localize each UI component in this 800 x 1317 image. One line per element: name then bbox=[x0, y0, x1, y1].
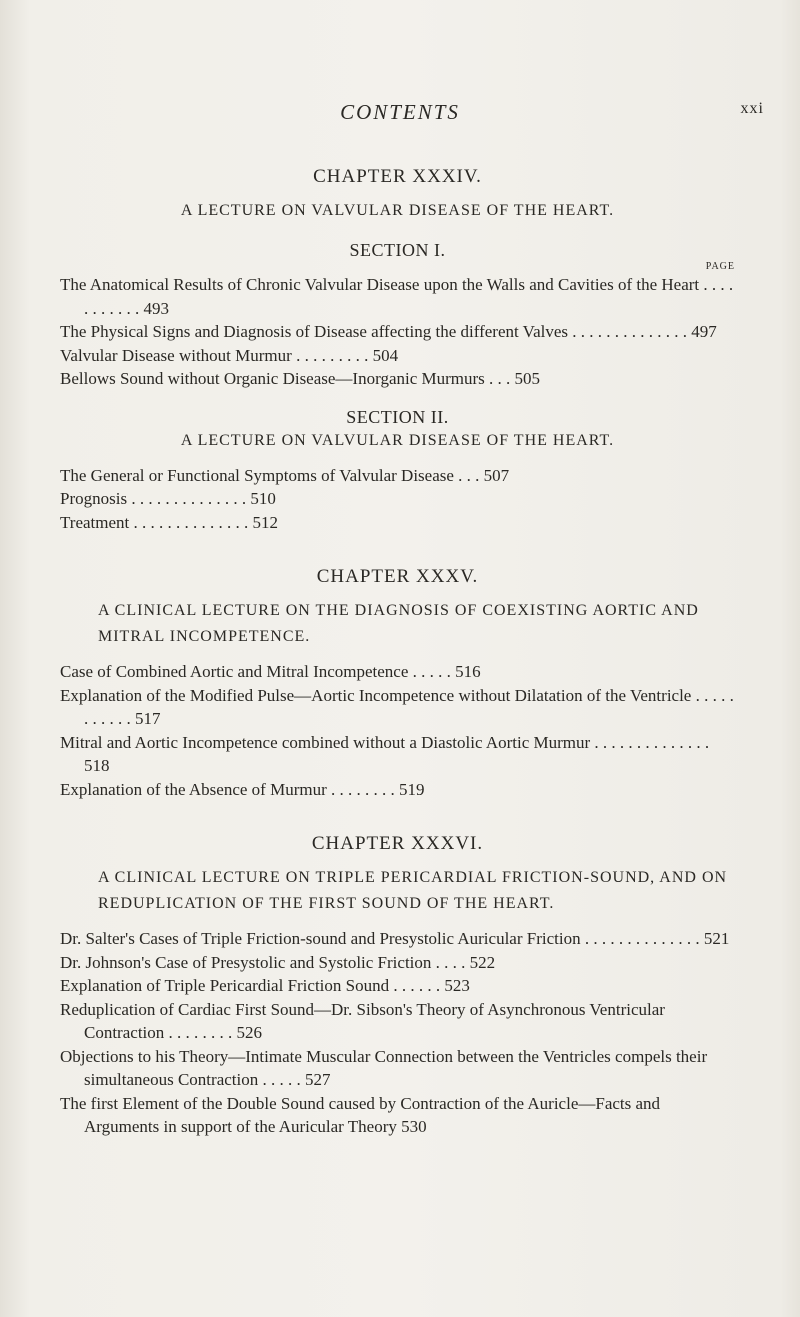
entry-text: Explanation of the Modified Pulse—Aortic Incompetence without Dilatation of the Ventricle . . . . . . . . . . . bbox=[60, 685, 734, 728]
page-column-label: PAGE bbox=[705, 261, 735, 272]
entry-text: Explanation of Triple Pericardial Friction Sound . . . . . . bbox=[60, 976, 441, 995]
entry-text: The Physical Signs and Diagnosis of Disease affecting the different Valves . . . . . . . . . . . . . . bbox=[60, 322, 687, 341]
toc-entry bbox=[60, 998, 735, 1045]
entry-text: Objections to his Theory—Intimate Muscular Connection between the Ventricles compels their simultaneous Contraction . . . . . bbox=[60, 1046, 708, 1089]
toc-entry bbox=[60, 487, 735, 511]
chapter-title: CHAPTER XXXVI. bbox=[311, 833, 484, 854]
entry-text: The General or Functional Symptoms of Valvular Disease . . . bbox=[60, 465, 480, 485]
entry-page: 519 bbox=[399, 779, 425, 799]
entry-text: The Anatomical Results of Chronic Valvular Disease upon the Walls and Cavities of the Heart . . . . . . . . . . . bbox=[60, 275, 734, 318]
toc-entry bbox=[60, 684, 735, 731]
entry-list bbox=[60, 464, 735, 535]
lecture-heading: A CLINICAL LECTURE ON TRIPLE PERICARDIAL FRICTION-SOUND, AND ON REDUPLICATION OF THE FIRST SOUND OF THE HEART. bbox=[98, 869, 728, 912]
running-head bbox=[0, 100, 800, 130]
entry-text: The first Element of the Double Sound caused by Contraction of the Auricle—Facts and Arguments in support of the Auricular Theory bbox=[60, 1093, 661, 1136]
entry-text: Valvular Disease without Murmur . . . . . . . . . bbox=[60, 345, 369, 365]
entry-page: 523 bbox=[444, 976, 470, 995]
entry-text: Reduplication of Cardiac First Sound—Dr. Sibson's Theory of Asynchronous Ventricular Contraction . . . . . . . . bbox=[60, 999, 665, 1042]
toc-entry bbox=[60, 951, 735, 975]
contents-body bbox=[60, 166, 735, 1139]
entry-page: 521 bbox=[703, 929, 730, 948]
entry-text: Prognosis . . . . . . . . . . . . . . bbox=[60, 489, 247, 508]
toc-entry bbox=[60, 974, 735, 998]
entry-text: Treatment . . . . . . . . . . . . . . bbox=[60, 512, 249, 532]
toc-entry bbox=[60, 344, 735, 368]
page-number: xxi bbox=[740, 100, 764, 117]
entry-page: 530 bbox=[401, 1117, 427, 1136]
entry-page: 505 bbox=[514, 369, 541, 388]
lecture-heading: A LECTURE ON VALVULAR DISEASE OF THE HEART. bbox=[180, 431, 615, 449]
entry-page: 516 bbox=[455, 662, 481, 681]
toc-entry bbox=[60, 273, 735, 320]
running-title: CONTENTS bbox=[340, 100, 460, 124]
entry-text: Case of Combined Aortic and Mitral Incompetence . . . . . bbox=[60, 662, 451, 681]
toc-entry bbox=[60, 320, 735, 344]
toc-entry bbox=[60, 778, 735, 802]
entry-text: Dr. Salter's Cases of Triple Friction-sound and Presystolic Auricular Friction . . . . . . . . . . . . . . bbox=[60, 929, 700, 948]
toc-entry bbox=[60, 927, 735, 951]
entry-text: Mitral and Aortic Incompetence combined without a Diastolic Aortic Murmur . . . . . . . . . . . . . . bbox=[60, 732, 710, 752]
section-title: SECTION I. bbox=[349, 240, 446, 260]
toc-entry bbox=[60, 367, 735, 391]
toc-entry bbox=[60, 1092, 735, 1139]
entry-list bbox=[60, 660, 735, 801]
entry-page: 493 bbox=[143, 298, 169, 318]
chapter-title: CHAPTER XXXIV. bbox=[313, 166, 482, 187]
lecture-heading: A LECTURE ON VALVULAR DISEASE OF THE HEART. bbox=[180, 202, 615, 219]
entry-text: Dr. Johnson's Case of Presystolic and Systolic Friction . . . . bbox=[60, 952, 466, 972]
entry-list bbox=[60, 273, 735, 391]
entry-page: 510 bbox=[250, 489, 276, 508]
toc-entry bbox=[60, 464, 735, 488]
entry-text: Explanation of the Absence of Murmur . . . . . . . . bbox=[60, 779, 395, 799]
entry-page: 507 bbox=[483, 465, 510, 485]
entry-page: 526 bbox=[236, 1023, 263, 1042]
entry-page: 504 bbox=[372, 345, 399, 365]
toc-entry bbox=[60, 1045, 735, 1092]
entry-page: 522 bbox=[469, 952, 496, 972]
entry-page: 517 bbox=[135, 709, 161, 728]
entry-list bbox=[60, 927, 735, 1139]
section-title: SECTION II. bbox=[346, 406, 449, 427]
entry-page: 497 bbox=[691, 322, 717, 341]
entry-page: 527 bbox=[304, 1070, 331, 1089]
toc-entry bbox=[60, 731, 735, 778]
entry-page: 512 bbox=[252, 512, 279, 532]
chapter-title: CHAPTER XXXV. bbox=[316, 566, 479, 587]
toc-entry bbox=[60, 660, 735, 684]
entry-page: 518 bbox=[84, 756, 110, 775]
lecture-heading: A CLINICAL LECTURE ON THE DIAGNOSIS OF COEXISTING AORTIC AND MITRAL INCOMPETENCE. bbox=[98, 602, 699, 645]
toc-entry bbox=[60, 511, 735, 535]
entry-text: Bellows Sound without Organic Disease—Inorganic Murmurs . . . bbox=[60, 369, 511, 388]
